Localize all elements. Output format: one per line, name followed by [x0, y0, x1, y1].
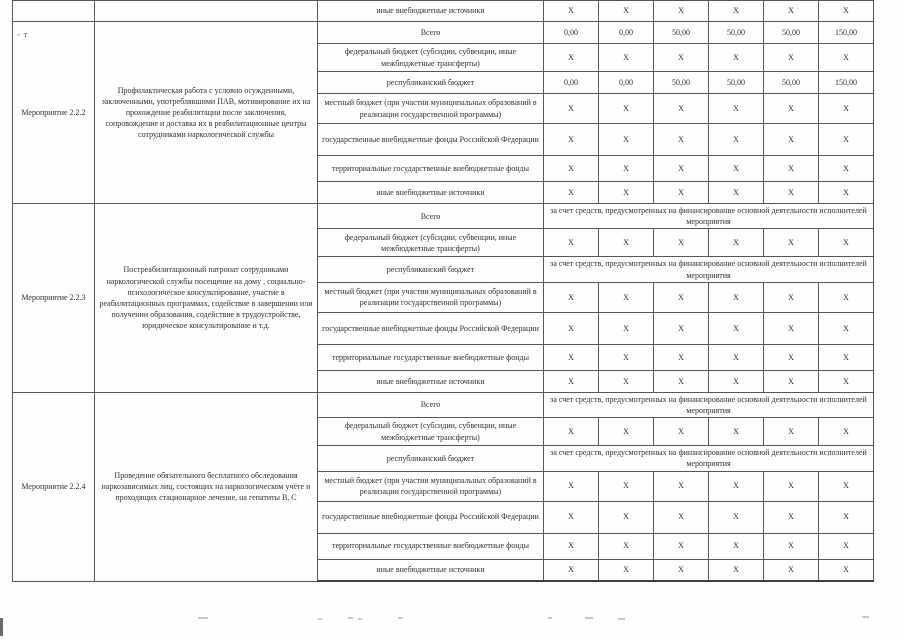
- value-cell: X: [599, 370, 654, 392]
- value-cell: X: [599, 156, 654, 182]
- value-cell: X: [709, 501, 764, 533]
- value-cell: 150,00: [819, 72, 874, 94]
- value-cell: X: [819, 471, 874, 501]
- value-cell: X: [819, 418, 874, 446]
- value-cell: X: [599, 418, 654, 446]
- value-cell: 50,00: [709, 22, 764, 44]
- value-cell: X: [654, 156, 709, 182]
- value-cell: X: [544, 418, 599, 446]
- value-cell: X: [599, 471, 654, 501]
- value-cell: X: [764, 344, 819, 370]
- activity-description-cell-partial: [95, 1, 318, 22]
- value-cell: X: [764, 156, 819, 182]
- value-cell: X: [544, 312, 599, 344]
- value-cell: X: [544, 156, 599, 182]
- value-cell: 50,00: [654, 22, 709, 44]
- value-cell: X: [544, 1, 599, 22]
- value-cell: X: [544, 501, 599, 533]
- activity-id-cell: Мероприятие 2.2.4: [13, 392, 95, 581]
- value-cell: X: [709, 229, 764, 257]
- value-cell: X: [709, 156, 764, 182]
- activity-id-cell: Мероприятие 2.2.2: [13, 22, 95, 204]
- budget-source-cell: Всего: [318, 204, 544, 229]
- scan-speck: [585, 617, 593, 619]
- value-cell: X: [764, 559, 819, 581]
- value-cell: X: [599, 533, 654, 559]
- value-cell: X: [599, 501, 654, 533]
- budget-source-cell: иные внебюджетные источники: [318, 1, 544, 22]
- value-cell: X: [764, 182, 819, 204]
- value-cell: X: [599, 182, 654, 204]
- value-cell: 50,00: [709, 72, 764, 94]
- budget-source-cell: республиканский бюджет: [318, 257, 544, 282]
- budget-source-cell: территориальные государственные внебюджетные фонды: [318, 344, 544, 370]
- scan-speck: [618, 618, 625, 620]
- value-cell: X: [709, 533, 764, 559]
- value-cell: X: [654, 182, 709, 204]
- value-cell: X: [599, 344, 654, 370]
- value-cell: X: [764, 1, 819, 22]
- value-cell: X: [764, 312, 819, 344]
- value-cell: X: [599, 312, 654, 344]
- scan-speck: [548, 617, 552, 619]
- program-financing-table: [12, 0, 874, 582]
- budget-source-cell: местный бюджет (при участии муниципальных образований в реализации государственной программы): [318, 94, 544, 124]
- budget-source-cell: местный бюджет (при участии муниципальных образований в реализации государственной программы): [318, 282, 544, 312]
- value-cell: 50,00: [764, 72, 819, 94]
- scan-artifact-mark: - т: [17, 30, 29, 39]
- value-cell: X: [764, 282, 819, 312]
- value-cell: X: [819, 156, 874, 182]
- value-cell: X: [819, 533, 874, 559]
- budget-source-cell: государственные внебюджетные фонды Российской Федерации: [318, 312, 544, 344]
- scan-speck: [398, 617, 403, 619]
- value-cell: 150,00: [819, 22, 874, 44]
- value-cell: X: [654, 229, 709, 257]
- value-cell: X: [819, 501, 874, 533]
- value-cell: 50,00: [654, 72, 709, 94]
- merged-note-cell: за счет средств, предусмотренных на финансирование основной деятельности исполнителей мероприятия: [544, 446, 874, 471]
- budget-source-cell: иные внебюджетные источники: [318, 559, 544, 581]
- value-cell: X: [709, 559, 764, 581]
- budget-source-cell: федеральный бюджет (субсидии, субвенции, иные межбюджетные трансферты): [318, 44, 544, 72]
- budget-source-cell: республиканский бюджет: [318, 446, 544, 471]
- value-cell: X: [764, 124, 819, 156]
- value-cell: X: [544, 344, 599, 370]
- value-cell: X: [819, 1, 874, 22]
- value-cell: X: [654, 1, 709, 22]
- value-cell: X: [819, 44, 874, 72]
- value-cell: X: [764, 471, 819, 501]
- value-cell: X: [654, 94, 709, 124]
- value-cell: X: [819, 312, 874, 344]
- scan-speck: [318, 618, 322, 620]
- value-cell: X: [764, 501, 819, 533]
- value-cell: X: [654, 370, 709, 392]
- budget-source-cell: территориальные государственные внебюджетные фонды: [318, 533, 544, 559]
- budget-source-cell: Всего: [318, 22, 544, 44]
- scan-speck: [198, 617, 208, 619]
- budget-source-cell: государственные внебюджетные фонды Российской Федерации: [318, 501, 544, 533]
- budget-source-cell: федеральный бюджет (субсидии, субвенции, иные межбюджетные трансферты): [318, 418, 544, 446]
- value-cell: X: [654, 501, 709, 533]
- value-cell: X: [764, 370, 819, 392]
- value-cell: X: [654, 344, 709, 370]
- activity-id-cell-partial: [13, 1, 95, 22]
- value-cell: 0,00: [599, 72, 654, 94]
- scan-speck: [348, 617, 353, 619]
- value-cell: X: [819, 124, 874, 156]
- value-cell: X: [544, 229, 599, 257]
- value-cell: X: [819, 94, 874, 124]
- value-cell: X: [599, 282, 654, 312]
- value-cell: X: [709, 418, 764, 446]
- value-cell: X: [709, 312, 764, 344]
- budget-source-cell: местный бюджет (при участии муниципальных образований в реализации государственной программы): [318, 471, 544, 501]
- value-cell: 0,00: [599, 22, 654, 44]
- scan-speck: [862, 616, 869, 618]
- value-cell: X: [654, 533, 709, 559]
- merged-note-cell: за счет средств, предусмотренных на финансирование основной деятельности исполнителей мероприятия: [544, 392, 874, 417]
- value-cell: X: [544, 124, 599, 156]
- budget-source-cell: Всего: [318, 392, 544, 417]
- activity-description-cell: Профилактическая работа с условно осужденными, заключенными, употреблявшими ПАВ, мотивирование их на прохождение реабилитации после заключения, сопровождение и доставка их в реабилитационные центры сотрудниками наркологической службы: [95, 22, 318, 204]
- budget-source-cell: иные внебюджетные источники: [318, 182, 544, 204]
- value-cell: X: [599, 44, 654, 72]
- scan-speck: [358, 618, 362, 620]
- value-cell: X: [819, 344, 874, 370]
- value-cell: X: [544, 44, 599, 72]
- value-cell: X: [544, 282, 599, 312]
- value-cell: X: [544, 471, 599, 501]
- activity-description-cell: Проведение обязательного бесплатного обследования наркозависимых лиц, состоящих на наркологическом учёте и проходящих стационарное лечение, на гепатиты В, С: [95, 392, 318, 581]
- value-cell: X: [544, 559, 599, 581]
- value-cell: X: [764, 94, 819, 124]
- merged-note-cell: за счет средств, предусмотренных на финансирование основной деятельности исполнителей мероприятия: [544, 257, 874, 282]
- value-cell: X: [599, 1, 654, 22]
- value-cell: X: [654, 471, 709, 501]
- value-cell: X: [544, 533, 599, 559]
- value-cell: X: [709, 370, 764, 392]
- value-cell: X: [654, 312, 709, 344]
- value-cell: X: [654, 282, 709, 312]
- value-cell: X: [709, 94, 764, 124]
- value-cell: X: [709, 471, 764, 501]
- merged-note-cell: за счет средств, предусмотренных на финансирование основной деятельности исполнителей мероприятия: [544, 204, 874, 229]
- value-cell: X: [819, 370, 874, 392]
- budget-source-cell: иные внебюджетные источники: [318, 370, 544, 392]
- value-cell: X: [709, 344, 764, 370]
- value-cell: 0,00: [544, 72, 599, 94]
- value-cell: X: [544, 182, 599, 204]
- value-cell: X: [544, 370, 599, 392]
- value-cell: X: [709, 44, 764, 72]
- value-cell: X: [599, 559, 654, 581]
- value-cell: 0,00: [544, 22, 599, 44]
- value-cell: X: [544, 94, 599, 124]
- value-cell: X: [654, 44, 709, 72]
- value-cell: X: [764, 44, 819, 72]
- value-cell: X: [709, 1, 764, 22]
- value-cell: X: [654, 559, 709, 581]
- value-cell: X: [764, 229, 819, 257]
- value-cell: X: [599, 124, 654, 156]
- value-cell: X: [819, 229, 874, 257]
- budget-source-cell: территориальные государственные внебюджетные фонды: [318, 156, 544, 182]
- budget-source-cell: федеральный бюджет (субсидии, субвенции, иные межбюджетные трансферты): [318, 229, 544, 257]
- value-cell: X: [709, 124, 764, 156]
- value-cell: X: [654, 124, 709, 156]
- value-cell: X: [819, 182, 874, 204]
- value-cell: X: [764, 418, 819, 446]
- budget-source-cell: государственные внебюджетные фонды Российской Федерации: [318, 124, 544, 156]
- value-cell: X: [819, 559, 874, 581]
- value-cell: X: [709, 182, 764, 204]
- value-cell: X: [654, 418, 709, 446]
- value-cell: X: [599, 94, 654, 124]
- value-cell: X: [819, 282, 874, 312]
- activity-id-cell: Мероприятие 2.2.3: [13, 204, 95, 393]
- activity-description-cell: Постреабилитационный патронат сотрудниками наркологической службы посещение на дому , социально-психологическое консультирование, участие в реабилитационных программах, содействие в завершении или получении образования, содействие в трудоустройстве, юридическое консультирование и т.д.: [95, 204, 318, 393]
- budget-source-cell: республиканский бюджет: [318, 72, 544, 94]
- value-cell: 50,00: [764, 22, 819, 44]
- value-cell: X: [709, 282, 764, 312]
- value-cell: X: [764, 533, 819, 559]
- scan-artifact-edge: [0, 618, 3, 636]
- value-cell: X: [599, 229, 654, 257]
